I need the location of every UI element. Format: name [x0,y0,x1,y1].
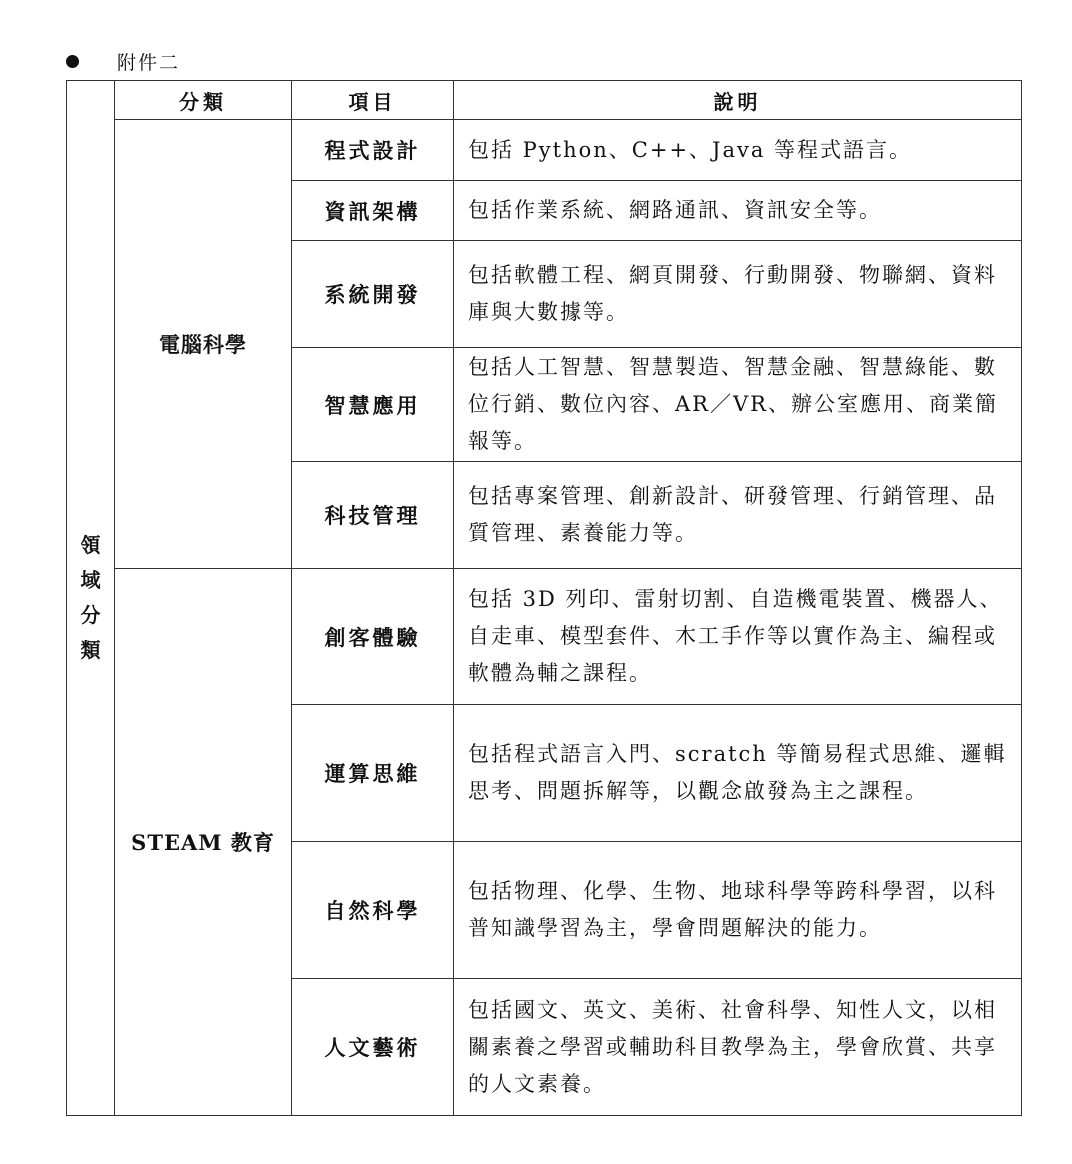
item-cell: 創客體驗 [292,569,454,705]
category-computer-science: 電腦科學 [115,120,292,569]
domain-classification-table [66,80,1022,1116]
item-cell: 系統開發 [292,241,454,348]
item-cell: 自然科學 [292,842,454,979]
description-cell: 包括程式語言入門、scratch 等簡易程式思維、邏輯思考、問題拆解等，以觀念啟發為主之課程。 [454,705,1022,842]
description-cell: 包括軟體工程、網頁開發、行動開發、物聯網、資料庫與大數據等。 [454,241,1022,348]
column-header-description: 說明 [454,81,1022,120]
description-cell: 包括國文、英文、美術、社會科學、知性人文，以相關素養之學習或輔助科目教學為主，學會欣賞、共享的人文素養。 [454,979,1022,1116]
description-cell: 包括物理、化學、生物、地球科學等跨科學習，以科普知識學習為主，學會問題解決的能力。 [454,842,1022,979]
item-cell: 運算思維 [292,705,454,842]
item-cell: 人文藝術 [292,979,454,1116]
attachment-heading [66,48,180,74]
item-cell: 程式設計 [292,120,454,181]
description-cell: 包括人工智慧、智慧製造、智慧金融、智慧綠能、數位行銷、數位內容、AR／VR、辦公室應用、商業簡報等。 [454,348,1022,462]
category-steam-education: STEAM 教育 [115,569,292,1116]
bullet-icon [66,55,79,68]
table-row [67,120,1022,181]
description-cell: 包括 3D 列印、雷射切割、自造機電裝置、機器人、自走車、模型套件、木工手作等以實作為主、編程或軟體為輔之課程。 [454,569,1022,705]
domain-label: 領域分類 [80,533,101,662]
column-header-category: 分類 [115,81,292,120]
header-row [67,81,1022,120]
description-cell: 包括作業系統、網路通訊、資訊安全等。 [454,181,1022,241]
item-cell: 智慧應用 [292,348,454,462]
description-cell: 包括專案管理、創新設計、研發管理、行銷管理、品質管理、素養能力等。 [454,462,1022,569]
table-row [67,569,1022,705]
item-cell: 科技管理 [292,462,454,569]
column-header-item: 項目 [292,81,454,120]
attachment-title: 附件二 [117,51,181,74]
item-cell: 資訊架構 [292,181,454,241]
corner-cell [67,81,115,1116]
description-cell: 包括 Python、C++、Java 等程式語言。 [454,120,1022,181]
